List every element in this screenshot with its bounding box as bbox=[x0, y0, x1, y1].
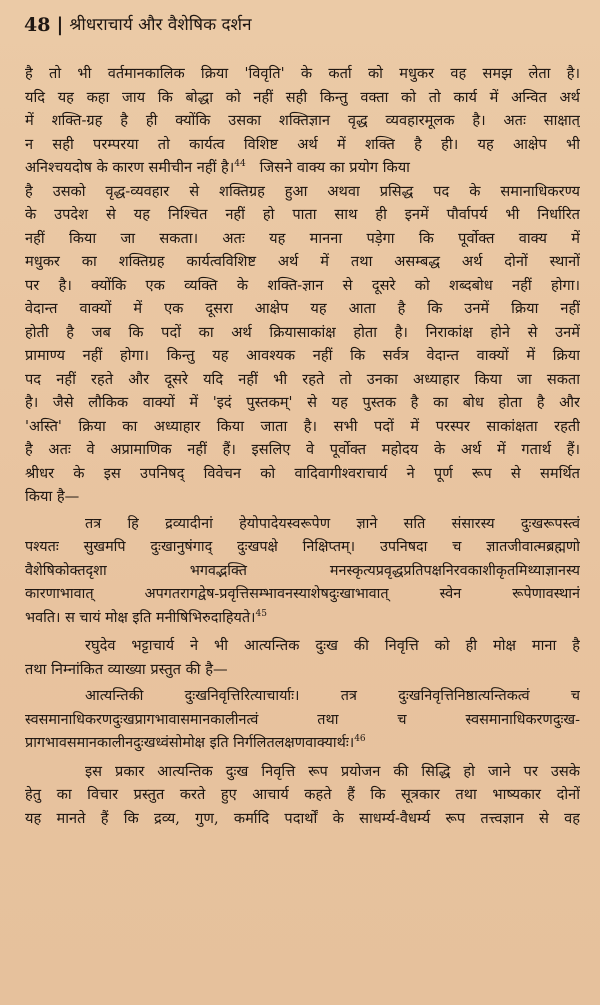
paragraph-1 bbox=[25, 62, 580, 509]
footnote-ref-46: 46 bbox=[354, 734, 366, 745]
text-line: वेदान्त वाक्यों में एक दूसरा आक्षेप यह आता है कि उनमें क्रिया नहीं bbox=[25, 300, 580, 317]
text-line: तथा निम्नांकित व्याख्या प्रस्तुत की है— bbox=[25, 660, 228, 678]
text-line: हेतु का विचार प्रस्तुत करते हुए आचार्य कहते हैं कि सूत्रकार तथा भाष्यकार दोनों bbox=[25, 786, 580, 803]
text-line: न सही परम्परया तो कार्यत्व विशिष्ट अर्थ में शक्ति है ही। यह आक्षेप भी bbox=[25, 135, 580, 153]
quote-line: आत्यन्तिकी दुःखनिवृत्तिरित्याचार्याः। तत्र दुःखनिवृत्तिनिष्ठात्यन्तिकत्वं च bbox=[85, 688, 580, 704]
sanskrit-quote-2 bbox=[25, 685, 580, 756]
page-body bbox=[25, 62, 580, 830]
text-segment: प्रागभावसमानकालीनदुःखध्वंसोमोक्ष इति निर्गलितलक्षणवाक्यार्थः। bbox=[25, 735, 355, 751]
text-line: यह मानते हैं कि द्रव्य, गुण, कर्मादि पदार्थों के साधर्म्य-वैधर्म्य रूप तत्त्वज्ञान से वह bbox=[25, 809, 580, 827]
quote-line: तत्र हि द्रव्यादीनां हेयोपादेयस्वरूपेण ज्ञाने सति संसारस्य दुःखरूपस्त्वं bbox=[85, 515, 580, 532]
text-line: है उसको वृद्ध-व्यवहार से शक्तिग्रह हुआ अथवा प्रसिद्ध पद के समानाधिकरण्य bbox=[25, 182, 580, 200]
text-line: मधुकर का शक्तिग्रह कार्यत्वविशिष्ट अर्थ में तथा असम्बद्ध अर्थ दोनों स्थानों bbox=[25, 253, 580, 270]
text-line: इस प्रकार आत्यन्तिक दुःख निवृत्ति रूप प्रयोजन की सिद्धि हो जाने पर उसके bbox=[85, 762, 580, 780]
text-line: में शक्ति-ग्रह है ही क्योंकि उसका शक्तिज्ञान वृद्ध व्यवहारमूलक है। अतः साक्षात् bbox=[25, 112, 580, 129]
paragraph-3 bbox=[25, 760, 580, 831]
page-header bbox=[24, 12, 576, 38]
quote-line: पश्यतः सुखमपि दुःखानुषंगाद् दुःखपक्षे निक्षिप्तम्। उपनिषदा च ज्ञातजीवात्मब्रह्मणो bbox=[25, 539, 580, 555]
text-line: प्रामाण्य नहीं होगा। किन्तु यह आवश्यक नहीं कि सर्वत्र वेदान्त वाक्यों में क्रिया bbox=[25, 347, 580, 364]
text-line: है। जैसे लौकिक वाक्यों में 'इदं पुस्तकम्' से यह पुस्तक है का बोध होता है और bbox=[25, 394, 580, 411]
page-number: 48 bbox=[24, 14, 51, 36]
text-line: पर है। क्योंकि एक व्यक्ति के शक्ति-ज्ञान से दूसरे को शब्दबोध नहीं होगा। bbox=[25, 276, 580, 294]
footnote-ref-44: 44 bbox=[234, 159, 246, 170]
text-line: नहीं किया जा सकता। अतः यह मानना पड़ेगा कि पूर्वोक्त वाक्य में bbox=[25, 229, 580, 247]
sanskrit-quote-1 bbox=[25, 513, 580, 631]
text-segment: जिसने वाक्य का प्रयोग किया bbox=[259, 159, 410, 176]
text-line: 'अस्ति' क्रिया का अध्याहार किया जाता है। सभी पदों में परस्पर साकांक्षता रहती bbox=[25, 417, 580, 435]
text-line: के उपदेश से यह निश्चित नहीं हो पाता साथ ही इनमें पौर्वापर्य भी निर्धारित bbox=[25, 206, 580, 223]
text-line: है अतः वे अप्रामाणिक नहीं हैं। इसलिए वे पूर्वोक्त महोदय के अर्थ में गतार्थ हैं। bbox=[25, 441, 580, 458]
header-separator: | bbox=[56, 14, 64, 36]
text-line: रघुदेव भट्टाचार्य ने भी आत्यन्तिक दुःख की निवृत्ति को ही मोक्ष माना है bbox=[85, 637, 580, 654]
text-line: पद नहीं रहते और दूसरे यदि नहीं भी रहते तो उनका अध्याहार किया जा सकता bbox=[25, 370, 580, 388]
quote-line: कारणाभावात् अपगतरागद्वेष-प्रवृत्तिसम्भावनस्याशेषदुःखाभावात् स्वेन रूपेणावस्थानं bbox=[25, 586, 580, 602]
quote-line: स्वसमानाधिकरणदुःखप्रागभावासमानकालीनत्वं तथा च स्वसमानाधिकरणदुःख- bbox=[25, 711, 580, 728]
text-line bbox=[25, 156, 580, 180]
quote-line bbox=[25, 607, 580, 631]
text-segment: अनिश्चयदोष के कारण समीचीन नहीं है। bbox=[25, 159, 235, 176]
text-segment: भवति। स चायं मोक्ष इति मनीषिभिरुदाहियते। bbox=[25, 609, 256, 626]
quote-line: वैशेषिकोक्तदृशा भगवद्भक्ति मनस्कृत्यप्रवृद्धप्रतिपक्षनिरवकाशीकृतमिथ्याज्ञानस्य bbox=[25, 562, 580, 579]
running-title: श्रीधराचार्य और वैशेषिक दर्शन bbox=[69, 15, 252, 35]
quote-line bbox=[25, 732, 580, 756]
text-line: यदि यह कहा जाय कि बोद्धा को नहीं सही किन्तु वक्ता को तो कार्य में अन्वित अर्थ bbox=[25, 88, 580, 106]
text-line: किया है— bbox=[25, 488, 80, 505]
text-line: है तो भी वर्तमानकालिक क्रिया 'विवृति' के कर्ता को मधुकर वह समझ लेता है। bbox=[25, 65, 580, 82]
text-line: होती है जब कि पदों का अर्थ क्रियासाकांक्ष होता है। निराकांक्ष होने से उनमें bbox=[25, 323, 580, 341]
footnote-ref-45: 45 bbox=[255, 608, 267, 619]
paragraph-2 bbox=[25, 634, 580, 681]
text-line: श्रीधर के इस उपनिषद् विवेचन को वादिवागीश्वराचार्य ने पूर्ण रूप से समर्थित bbox=[25, 464, 580, 482]
